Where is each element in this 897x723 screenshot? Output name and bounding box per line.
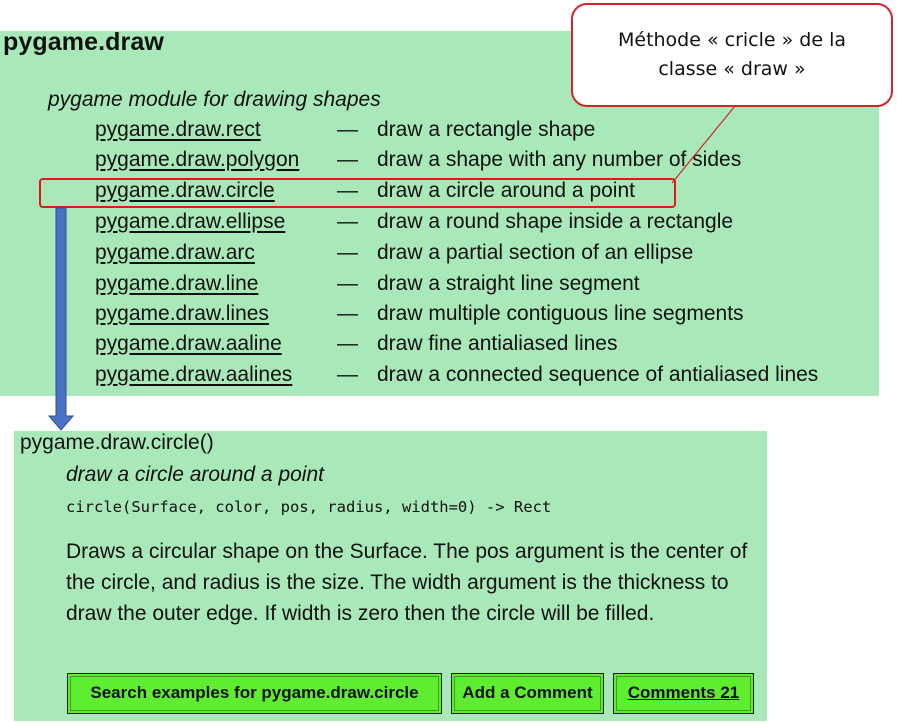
function-description: draw a partial section of an ellipse — [377, 241, 694, 264]
comments-count-label: Comments 21 — [627, 683, 740, 702]
callout-text: Méthode « cricle » de la classe « draw » — [617, 29, 847, 80]
function-link-aaline[interactable]: pygame.draw.aaline — [95, 332, 282, 355]
function-link-ellipse[interactable]: pygame.draw.ellipse — [95, 210, 286, 233]
em-dash: — — [337, 272, 358, 295]
function-link-circle[interactable]: pygame.draw.circle — [95, 179, 275, 202]
detail-summary: draw a circle around a point — [66, 463, 324, 486]
callout-bubble — [571, 3, 893, 107]
down-arrow-icon — [49, 208, 73, 430]
em-dash: — — [337, 118, 358, 141]
callout-pointer-line — [672, 106, 735, 183]
function-link-polygon[interactable]: pygame.draw.polygon — [95, 148, 300, 171]
function-description: draw a shape with any number of sides — [377, 148, 742, 171]
function-signature: circle(Surface, color, pos, radius, width=0) -> Rect — [66, 498, 552, 516]
function-link-line[interactable]: pygame.draw.line — [95, 272, 259, 295]
function-link-aalines[interactable]: pygame.draw.aalines — [95, 363, 293, 386]
function-description: draw a straight line segment — [377, 272, 640, 295]
function-description: draw a round shape inside a rectangle — [377, 210, 734, 233]
add-comment-label: Add a Comment — [462, 683, 593, 702]
detail-description: Draws a circular shape on the Surface. The pos argument is the center of the circle, and radius is the size. The width argument is the thickness to draw the outer edge. If width is zero then the circle will be filled. — [66, 540, 748, 625]
function-description: draw a connected sequence of antialiased lines — [377, 363, 819, 386]
module-subtitle: pygame module for drawing shapes — [48, 88, 381, 111]
function-description: draw a circle around a point — [377, 179, 635, 202]
detail-title: pygame.draw.circle() — [20, 431, 214, 454]
em-dash: — — [337, 210, 358, 233]
em-dash: — — [337, 241, 358, 264]
em-dash: — — [337, 332, 358, 355]
em-dash: — — [337, 302, 358, 325]
search-examples-label: Search examples for pygame.draw.circle — [90, 683, 419, 702]
em-dash: — — [337, 179, 358, 202]
function-link-arc[interactable]: pygame.draw.arc — [95, 241, 255, 264]
function-description: draw multiple contiguous line segments — [377, 302, 744, 325]
function-link-lines[interactable]: pygame.draw.lines — [95, 302, 269, 325]
function-link-rect[interactable]: pygame.draw.rect — [95, 118, 261, 141]
page-title: pygame.draw — [3, 28, 164, 56]
em-dash: — — [337, 363, 358, 386]
em-dash: — — [337, 148, 358, 171]
function-description: draw a rectangle shape — [377, 118, 596, 141]
function-description: draw fine antialiased lines — [377, 332, 618, 355]
